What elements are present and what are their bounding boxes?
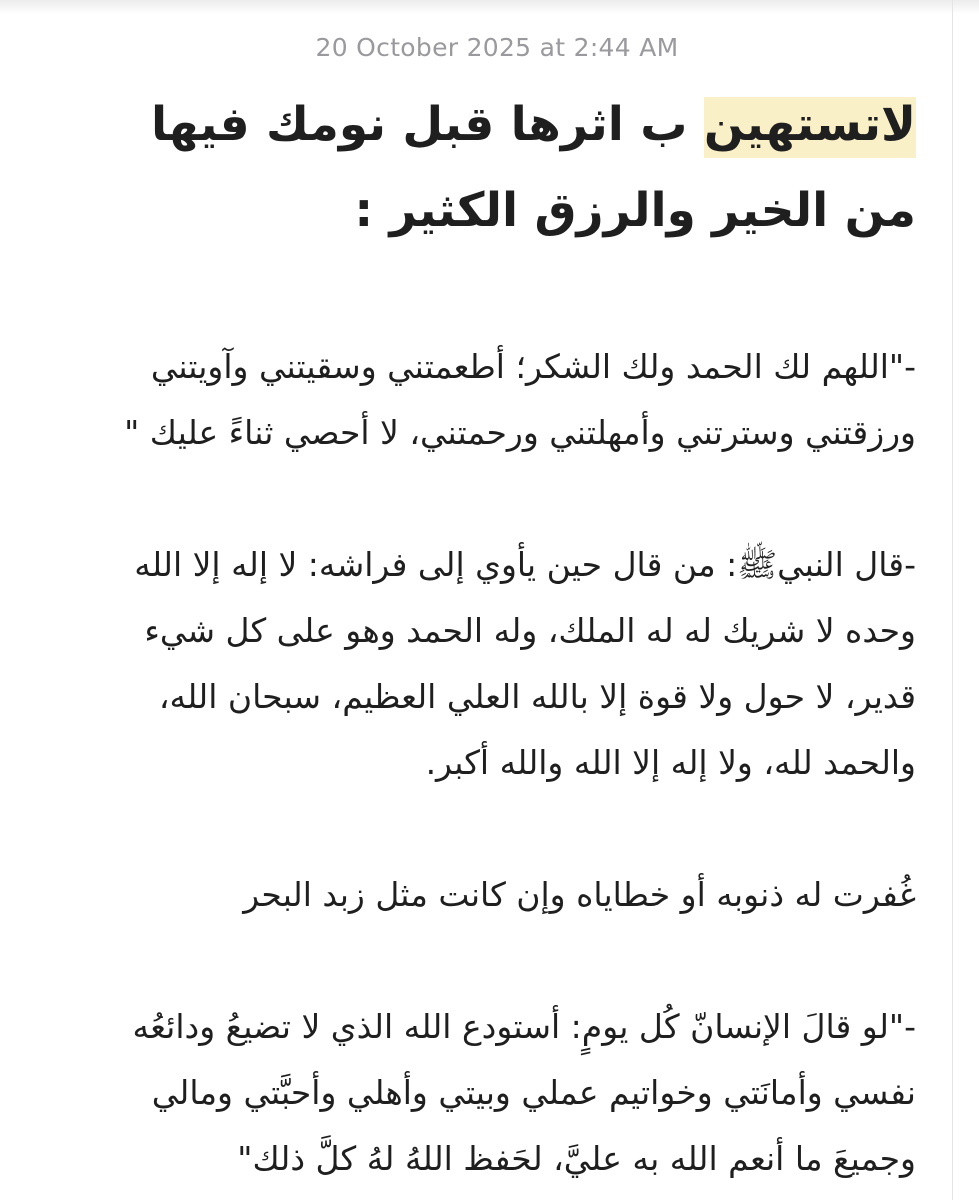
blank-line xyxy=(78,466,916,532)
blank-line xyxy=(78,928,916,994)
blank-line xyxy=(78,254,916,334)
title-highlighted-word: لاتستهين xyxy=(704,97,916,158)
blank-line xyxy=(78,796,916,862)
note-timestamp: 20 October 2025 at 2:44 AM xyxy=(315,33,679,62)
note-content xyxy=(78,0,916,1192)
note-title[interactable] xyxy=(78,82,916,254)
title-rest: ب اثرها قبل نومك فيها من الخير والرزق الكثير : xyxy=(151,97,916,238)
note-body[interactable] xyxy=(78,254,916,1192)
scrollbar[interactable] xyxy=(952,0,953,1200)
paragraph-dua-1: -"اللهم لك الحمد ولك الشكر؛ أطعمتني وسقيتني وآويتني ورزقتني وسترتني وأمهلتني ورحمتني، لا أحصي ثناءً عليك " xyxy=(124,347,916,452)
paragraph-hadith: -قال النبيﷺ: من قال حين يأوي إلى فراشه: لا إله إلا الله وحده لا شريك له له الملك، وله الحمد وهو على كل شيء قدير، لا حول ولا قوة إلا بالله العلي العظيم، سبحان الله، والحمد لله، ولا إله إلا الله والله أكبر. xyxy=(134,545,916,782)
paragraph-dua-2: -"لو قالَ الإنسانّ كُل يومٍ: أستودع الله الذي لا تضيعُ ودائعُه نفسي وأمانَتي وخواتيم عملي وبيتي وأهلي وأحبَّتي ومالي وجميعَ ما أنعم الله به عليَّ، لحَفظ اللهُ لهُ كلَّ ذلك" xyxy=(132,1007,916,1178)
paragraph-reward: غُفرت له ذنوبه أو خطاياه وإن كانت مثل زبد البحر xyxy=(243,875,916,914)
